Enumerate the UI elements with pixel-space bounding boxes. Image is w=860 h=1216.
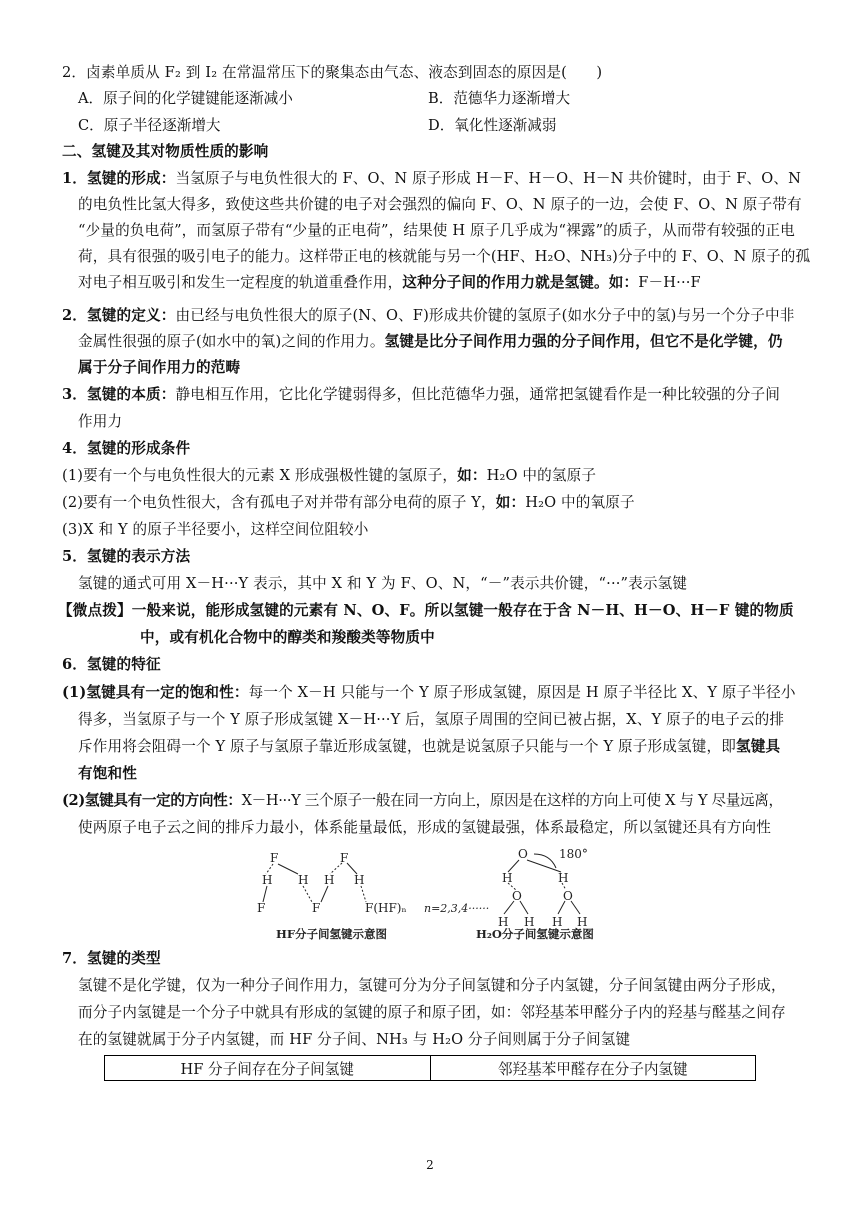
s1-line5 [78, 272, 701, 294]
hf-figure-caption: HF分子间氢键示意图 [276, 927, 388, 941]
n-range-label: n=2,3,4······ [424, 902, 490, 915]
atom-h: H [298, 873, 309, 887]
s4-item2-text: (2)要有一个电负性很大，含有孤电子对并带有部分电荷的原子 Y， [62, 494, 496, 511]
s6-p2-line2: 使两原子电子云之间的排斥力最小，体系能量最低，形成的氢键最强，体系最稳定，所以氢键还具有方向性 [78, 819, 771, 836]
atom-o: O [512, 889, 522, 903]
s4-item2 [62, 492, 635, 514]
s7-heading: 7．氢键的类型 [62, 950, 161, 967]
s4-item2-example-label: 如： [495, 494, 526, 511]
s1-line5-bold: 这种分子间的作用力就是氢键。如： [402, 274, 639, 291]
s4-item2-example: H₂O 中的氧原子 [525, 494, 635, 511]
bond-angle-label: 180° [559, 847, 588, 861]
atom-h: H [324, 873, 335, 887]
s4-item1-text: (1)要有一个与电负性很大的元素 X 形成强极性键的氢原子， [62, 467, 458, 484]
s2-line1 [62, 305, 794, 327]
option-d: D．氧化性逐渐减弱 [428, 117, 557, 134]
tip-line1: 【微点拨】一般来说，能形成氢键的元素有 N、O、F。所以氢键一般存在于含 N－H、H－O、H－F 键的物质 [58, 602, 794, 619]
atom-h: H [552, 915, 563, 929]
s5-heading: 5．氢键的表示方法 [62, 548, 191, 565]
s2-line2 [78, 331, 783, 353]
s1-example-formula: F－H···F [638, 274, 701, 291]
atom-h: H [558, 871, 569, 885]
s1-heading: 1．氢键的形成： [62, 170, 176, 187]
table-row [105, 1056, 756, 1081]
s1-text: 当氢原子与电负性很大的 F、O、N 原子形成 H－F、H－O、H－N 共价键时，由于 F、O、N [175, 170, 802, 187]
atom-o: O [563, 889, 573, 903]
s4-item3: (3)X 和 Y 的原子半径要小，这样空间位阻较小 [62, 521, 369, 538]
s3-text: 静电相互作用，它比化学键弱得多，但比范德华力强，通常把氢键看作是一种比较强的分子间 [175, 386, 781, 403]
s6-p2-heading: (2)氢键具有一定的方向性： [62, 792, 242, 809]
s6-p1-text: 每一个 X－H 只能与一个 Y 原子形成氢键，原因是 H 原子半径比 X、Y 原子半径小 [248, 684, 796, 701]
s6-p2-line1 [62, 790, 783, 812]
s1-line4: 荷，具有很强的吸引电子的能力。这样带正电的核就能与另一个(HF、H₂O、NH₃)分子中的 F、O、N 原子的孤 [78, 248, 811, 265]
s6-p1-line3 [78, 736, 780, 758]
page-number: 2 [426, 1158, 434, 1172]
atom-h: H [524, 915, 535, 929]
table-cell: HF 分子间存在分子间氢键 [105, 1056, 431, 1081]
s6-p2-text: X－H···Y 三个原子一般在同一方向上，原因是在这样的方向上可使 X 与 Y 尽量远离， [241, 792, 783, 809]
section-title: 二、氢键及其对物质性质的影响 [62, 143, 269, 160]
s6-heading: 6．氢键的特征 [62, 656, 161, 673]
atom-h: H [502, 871, 513, 885]
s3-heading: 3．氢键的本质： [62, 386, 176, 403]
atom-f: F [340, 851, 349, 865]
s2-line3: 属于分子间作用力的范畴 [78, 359, 241, 376]
hf-chain-diagram [263, 863, 366, 902]
water-cluster-diagram [504, 854, 580, 914]
s4-item1 [62, 465, 596, 487]
water-figure-caption: H₂O分子间氢键示意图 [476, 927, 594, 941]
atom-o: O [518, 847, 528, 861]
atom-h: H [577, 915, 588, 929]
s6-p1-heading: (1)氢键具有一定的饱和性： [62, 684, 249, 701]
atom-f: F [270, 851, 279, 865]
option-a: A．原子间的化学键键能逐渐减小 [78, 90, 293, 107]
atom-f: F [257, 901, 266, 915]
s1-line2: 的电负性比氢大得多，致使这些共价键的电子对会强烈的偏向 F、O、N 原子的一边，会使 F、O、N 原子带有 [78, 196, 802, 213]
s6-p1-line2: 得多，当氢原子与一个 Y 原子形成氢键 X－H···Y 后，氢原子周围的空间已被占据，X、Y 原子的电子云的排 [78, 711, 785, 728]
table-cell: 邻羟基苯甲醛存在分子内氢键 [430, 1056, 756, 1081]
s4-heading: 4．氢键的形成条件 [62, 440, 191, 457]
option-c: C．原子半径逐渐增大 [78, 117, 221, 134]
atom-h: H [354, 873, 365, 887]
hf-chain-tail: F(HF)ₙ [365, 901, 407, 915]
s6-p1-line4: 有饱和性 [78, 765, 137, 782]
s2-line2-text: 金属性很强的原子(如水中的氧)之间的作用力。 [78, 333, 385, 350]
s1-line3: “少量的负电荷”，而氢原子带有“少量的正电荷”，结果使 H 原子几乎成为“裸露”的质子，从而带有较强的正电 [78, 222, 795, 239]
s2-text: 由已经与电负性很大的原子(N、O、F)形成共价键的氢原子(如水分子中的氢)与另一个分子中非 [175, 307, 795, 324]
s5-line1: 氢键的通式可用 X－H···Y 表示，其中 X 和 Y 为 F、O、N，“－”表示共价键，“···”表示氢键 [78, 575, 688, 592]
s1-line5-text: 对电子相互吸引和发生一定程度的轨道重叠作用， [78, 274, 403, 291]
s3-line2: 作用力 [78, 413, 123, 430]
s6-p1-line3-bold: 氢键具 [735, 738, 781, 755]
question-2-stem: 2．卤素单质从 F₂ 到 I₂ 在常温常压下的聚集态由气态、液态到固态的原因是( ) [62, 64, 603, 81]
option-b: B．范德华力逐渐增大 [428, 90, 571, 107]
s2-heading: 2．氢键的定义： [62, 307, 176, 324]
s4-item1-example-label: 如： [457, 467, 487, 484]
s6-p1-line3-text: 斥作用将会阻碍一个 Y 原子与氢原子靠近形成氢键，也就是说氢原子只能与一个 Y 原子形成氢键，即 [78, 738, 736, 755]
atom-h: H [498, 915, 509, 929]
s7-line1: 氢键不是化学键，仅为一种分子间作用力，氢键可分为分子间氢键和分子内氢键，分子间氢键由两分子形成， [78, 977, 786, 994]
tip-line2: 中，或有机化合物中的醇类和羧酸类等物质中 [140, 629, 435, 646]
s3-line1 [62, 384, 780, 406]
s4-item1-example: H₂O 中的氢原子 [486, 467, 597, 484]
s2-line2-bold: 氢键是比分子间作用力强的分子间作用，但它不是化学键，仍 [384, 333, 783, 350]
atom-h: H [262, 873, 273, 887]
hydrogen-bond-type-table [104, 1055, 756, 1081]
s6-p1-line1 [62, 682, 796, 704]
s1-line1 [62, 168, 801, 190]
s7-line3: 在的氢键就属于分子内氢键，而 HF 分子间、NH₃ 与 H₂O 分子间则属于分子间氢键 [78, 1031, 631, 1048]
s7-line2: 而分子内氢键是一个分子中就具有形成的氢键的原子和原子团，如：邻羟基苯甲醛分子内的羟基与醛基之间存 [78, 1004, 786, 1021]
atom-f: F [312, 901, 321, 915]
hydrogen-bond-figure [246, 846, 626, 946]
